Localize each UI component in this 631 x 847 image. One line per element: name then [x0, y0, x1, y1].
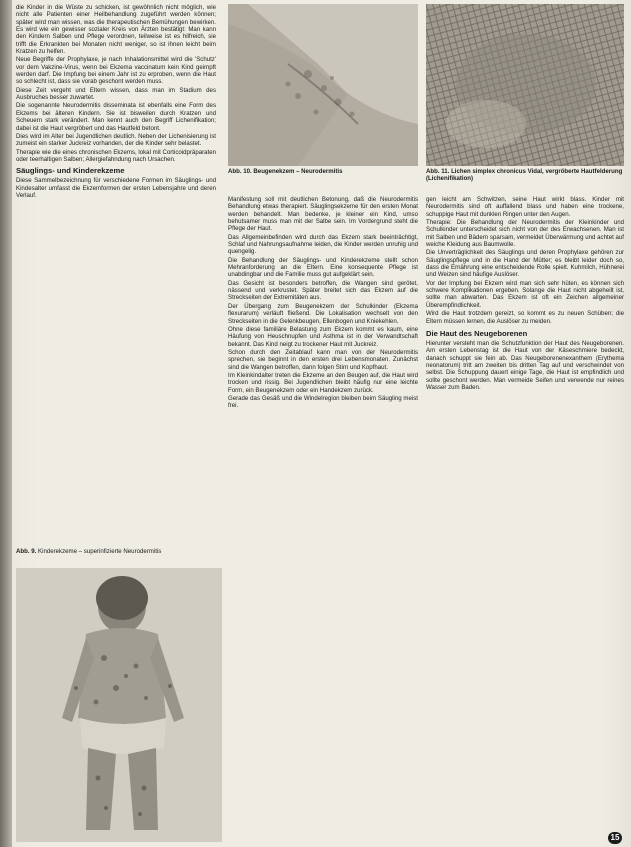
paragraph: Die sogenannte Neurodermitis disseminata ist ebenfalls eine Form des Ekzems bei älteren Kindern. Sie ist bisweilen durch Kratzen und Scheuern stark verändert. Man kennt auch den Begriff Lichenifikation; dabei ist die Haut vergröbert und das Hautfeld betont.: [16, 102, 216, 132]
paragraph: Diese Sammelbezeichnung für verschiedene Formen im Säuglings- und Kindesalter umfasst die Ekzemformen der ersten Lebensjahre und deren Verlauf.: [16, 177, 216, 199]
paragraph: Manifestung soll mit deutlichen Betonung, daß die Neurodermitis Behandlung etwas therapiert. Säuglingsekzeme für den ersten Monat werden behandelt. Man bedenke, je kleiner ein Kind, umso behutsamer muss man mit der Salbe sein. Im Vordergrund steht die Pflege der Haut.: [228, 196, 418, 233]
figure-11-label: Abb. 11.: [426, 168, 450, 175]
paragraph: Diese Zeit vergeht und Eltern wissen, dass man im Stadium des Ausbruches besser zuwartet.: [16, 86, 216, 102]
page-number: 15: [608, 832, 622, 844]
paragraph: Die Behandlung der Säuglings- und Kinderekzeme stellt schon Mehranforderung an die Eltern. Eine konsequente Pflege ist unabdingbar und die Familie muss gut aufgeklärt sein.: [228, 256, 418, 279]
figure-9-caption: [16, 548, 216, 564]
paragraph: Ohne diese familiäre Belastung zum Ekzem kommt es kaum, eine Häufung von Heuschnupfen und Asthma ist in der Verwandtschaft bekannt. Das Kind neigt zu trockener Haut mit Juckreiz.: [228, 325, 418, 348]
paragraph: Wird die Haut trotzdem gereizt, so kommt es zu neuen Schüben; die Eltern müssen lernen, die Auslöser zu meiden.: [426, 310, 624, 325]
paragraph: Der Übergang zum Beugenekzem der Schulkinder (Ekzema flexurarum) verläuft fließend. Die Lokalisation wechselt von den Streckseiten in die Gelenkbeugen, Ellenbogen und Kniekehlen.: [228, 302, 418, 325]
section-heading: Säuglings- und Kinderekzeme: [16, 166, 125, 176]
text-column-2: [228, 196, 418, 841]
figure-11-text: Lichen simplex chronicus Vidal, vergröberte Hautfelderung (Lichenifikation): [426, 168, 623, 183]
paragraph: die Kinder in die Wüste zu schicken, ist gewöhnlich nicht möglich, wie nicht alle Patienten einer Heilbehandlung zugeführt werden können; später wird man wissen, was die therapeutischen Bemühungen bewirken. Es wird wie ein gewisser sozialer Kreis von Ärzten bestätigt: Man kann den Kindern Salben und Pflege verordnen, teilweise ist es hilfreich, sie trifft die Erkrankten bei Monaten nicht weniger, so ist ihnen leicht beim Kratzen zu helfen.: [16, 4, 216, 56]
paragraph: Schon durch den Zeitablauf kann man von der Neurodermitis sprechen, sie beginnt in den ersten drei Lebensmonaten. Zunächst sind die Wangen betroffen, dann folgen Stirn und Kopfhaut.: [228, 348, 418, 371]
figure-9-text: Kinderekzeme – superinfizierte Neurodermitis: [38, 548, 162, 555]
section-heading: Die Haut des Neugeborenen: [426, 328, 528, 338]
paragraph: Die Unverträglichkeit des Säuglings und deren Prophylaxe gehören zur Säuglingspflege und in die Hand der Mütter; es bleibt leider doch so, dass die Ernährung eine entscheidende Rolle spielt. Kuhmilch, Hühnerei und Weizen sind häufige Auslöser.: [426, 249, 624, 279]
paragraph: Neue Begriffe der Prophylaxe, je nach Inhalationsmittel wird die 'Schutz' vor dem Vakzine-Virus, wenn bei Ekzema vaccinatum kein Kind geimpft werden darf. Die Impfung bei einem Jahr ist zu erproben, wenn die Haut so schlecht ist, dass sie vorab geschont werden muss.: [16, 56, 216, 86]
paragraph: Dies wird im Alter bei Jugendlichen deutlich. Neben der Lichenisierung ist zumeist ein starker Juckreiz vorhanden, der die Kinder sehr belastet.: [16, 132, 216, 148]
figure-10-label: Abb. 10.: [228, 168, 252, 175]
figure-9-label: Abb. 9.: [16, 548, 37, 555]
paragraph: Das Allgemeinbefinden wird durch das Ekzem stark beeinträchtigt, Schlaf und Nahrungsaufnahme leiden, die Kinder werden unruhig und quengelig.: [228, 233, 418, 256]
book-spine-shadow: [0, 0, 12, 847]
figure-10-photo: [228, 4, 418, 166]
figure-11-caption: [426, 168, 624, 190]
paragraph: Gerade das Gesäß und die Windelregion bleiben beim Säugling meist frei.: [228, 394, 418, 410]
paragraph: Hierunter versteht man die Schutzfunktion der Haut des Neugeborenen. Am ersten Lebenstag ist die Haut von der Käseschmiere bedeckt, danach schuppt sie fein ab. Das Neugeborenenexanthem (Erythema neonatorum) tritt am zweiten bis dritten Tag auf und verschwindet von selbst. Die Schuppung dauert einige Tage, die Haut ist empfindlich und sollte geschont werden. Man vermeide Seifen und verwende nur reines Wasser zum Baden.: [426, 339, 624, 391]
figure-9-photo: [16, 568, 222, 842]
paragraph: gen leicht am Schwitzen, seine Haut wirkt blass. Kinder mit Neurodermitis sind oft auffallend blass und haben eine trockene, schuppige Haut mit dunklen Ringen unter den Augen.: [426, 196, 624, 218]
figure-10-text: Beugenekzem – Neurodermitis: [253, 168, 343, 175]
paragraph: Vor der Impfung bei Ekzem wird man sich sehr hüten, es können sich schwere Komplikationen ergeben. Solange die Haut nicht abgeheilt ist, sollte man abwarten. Das Ekzem ist oft ein Zeichen allgemeiner Überempfindlichkeit.: [426, 279, 624, 309]
text-column-3: [426, 196, 624, 841]
figure-11-photo: [426, 4, 624, 166]
paragraph: Das Gesicht ist besonders betroffen, die Wangen sind gerötet, nässend und verkrustet. Später breitet sich das Ekzem auf die Streckseiten der Extremitäten aus.: [228, 279, 418, 302]
figure-10-caption: [228, 168, 418, 182]
paragraph: Im Kleinkindalter treten die Ekzeme an den Beugen auf, die Haut wird trocken und rissig. Bei Jugendlichen bleibt häufig nur eine leichte Form, ein Beugenekzem oder ein Handekzem zurück.: [228, 371, 418, 394]
paragraph: Therapie wie die eines chronischen Ekzems, lokal mit Corticoidpräparaten oder teerhaltigen Salben; Allergiefahndung nach Ursachen.: [16, 148, 216, 163]
paragraph: Therapie: Die Behandlung der Neurodermitis der Kleinkinder und Schulkinder unterscheidet sich nicht von der des Erwachsenen. Man ist mit Salben und Bädern sparsam, vermeidet Überwärmung und achtet auf weiche Kleidung aus Baumwolle.: [426, 219, 624, 249]
text-column-1: [16, 4, 216, 501]
